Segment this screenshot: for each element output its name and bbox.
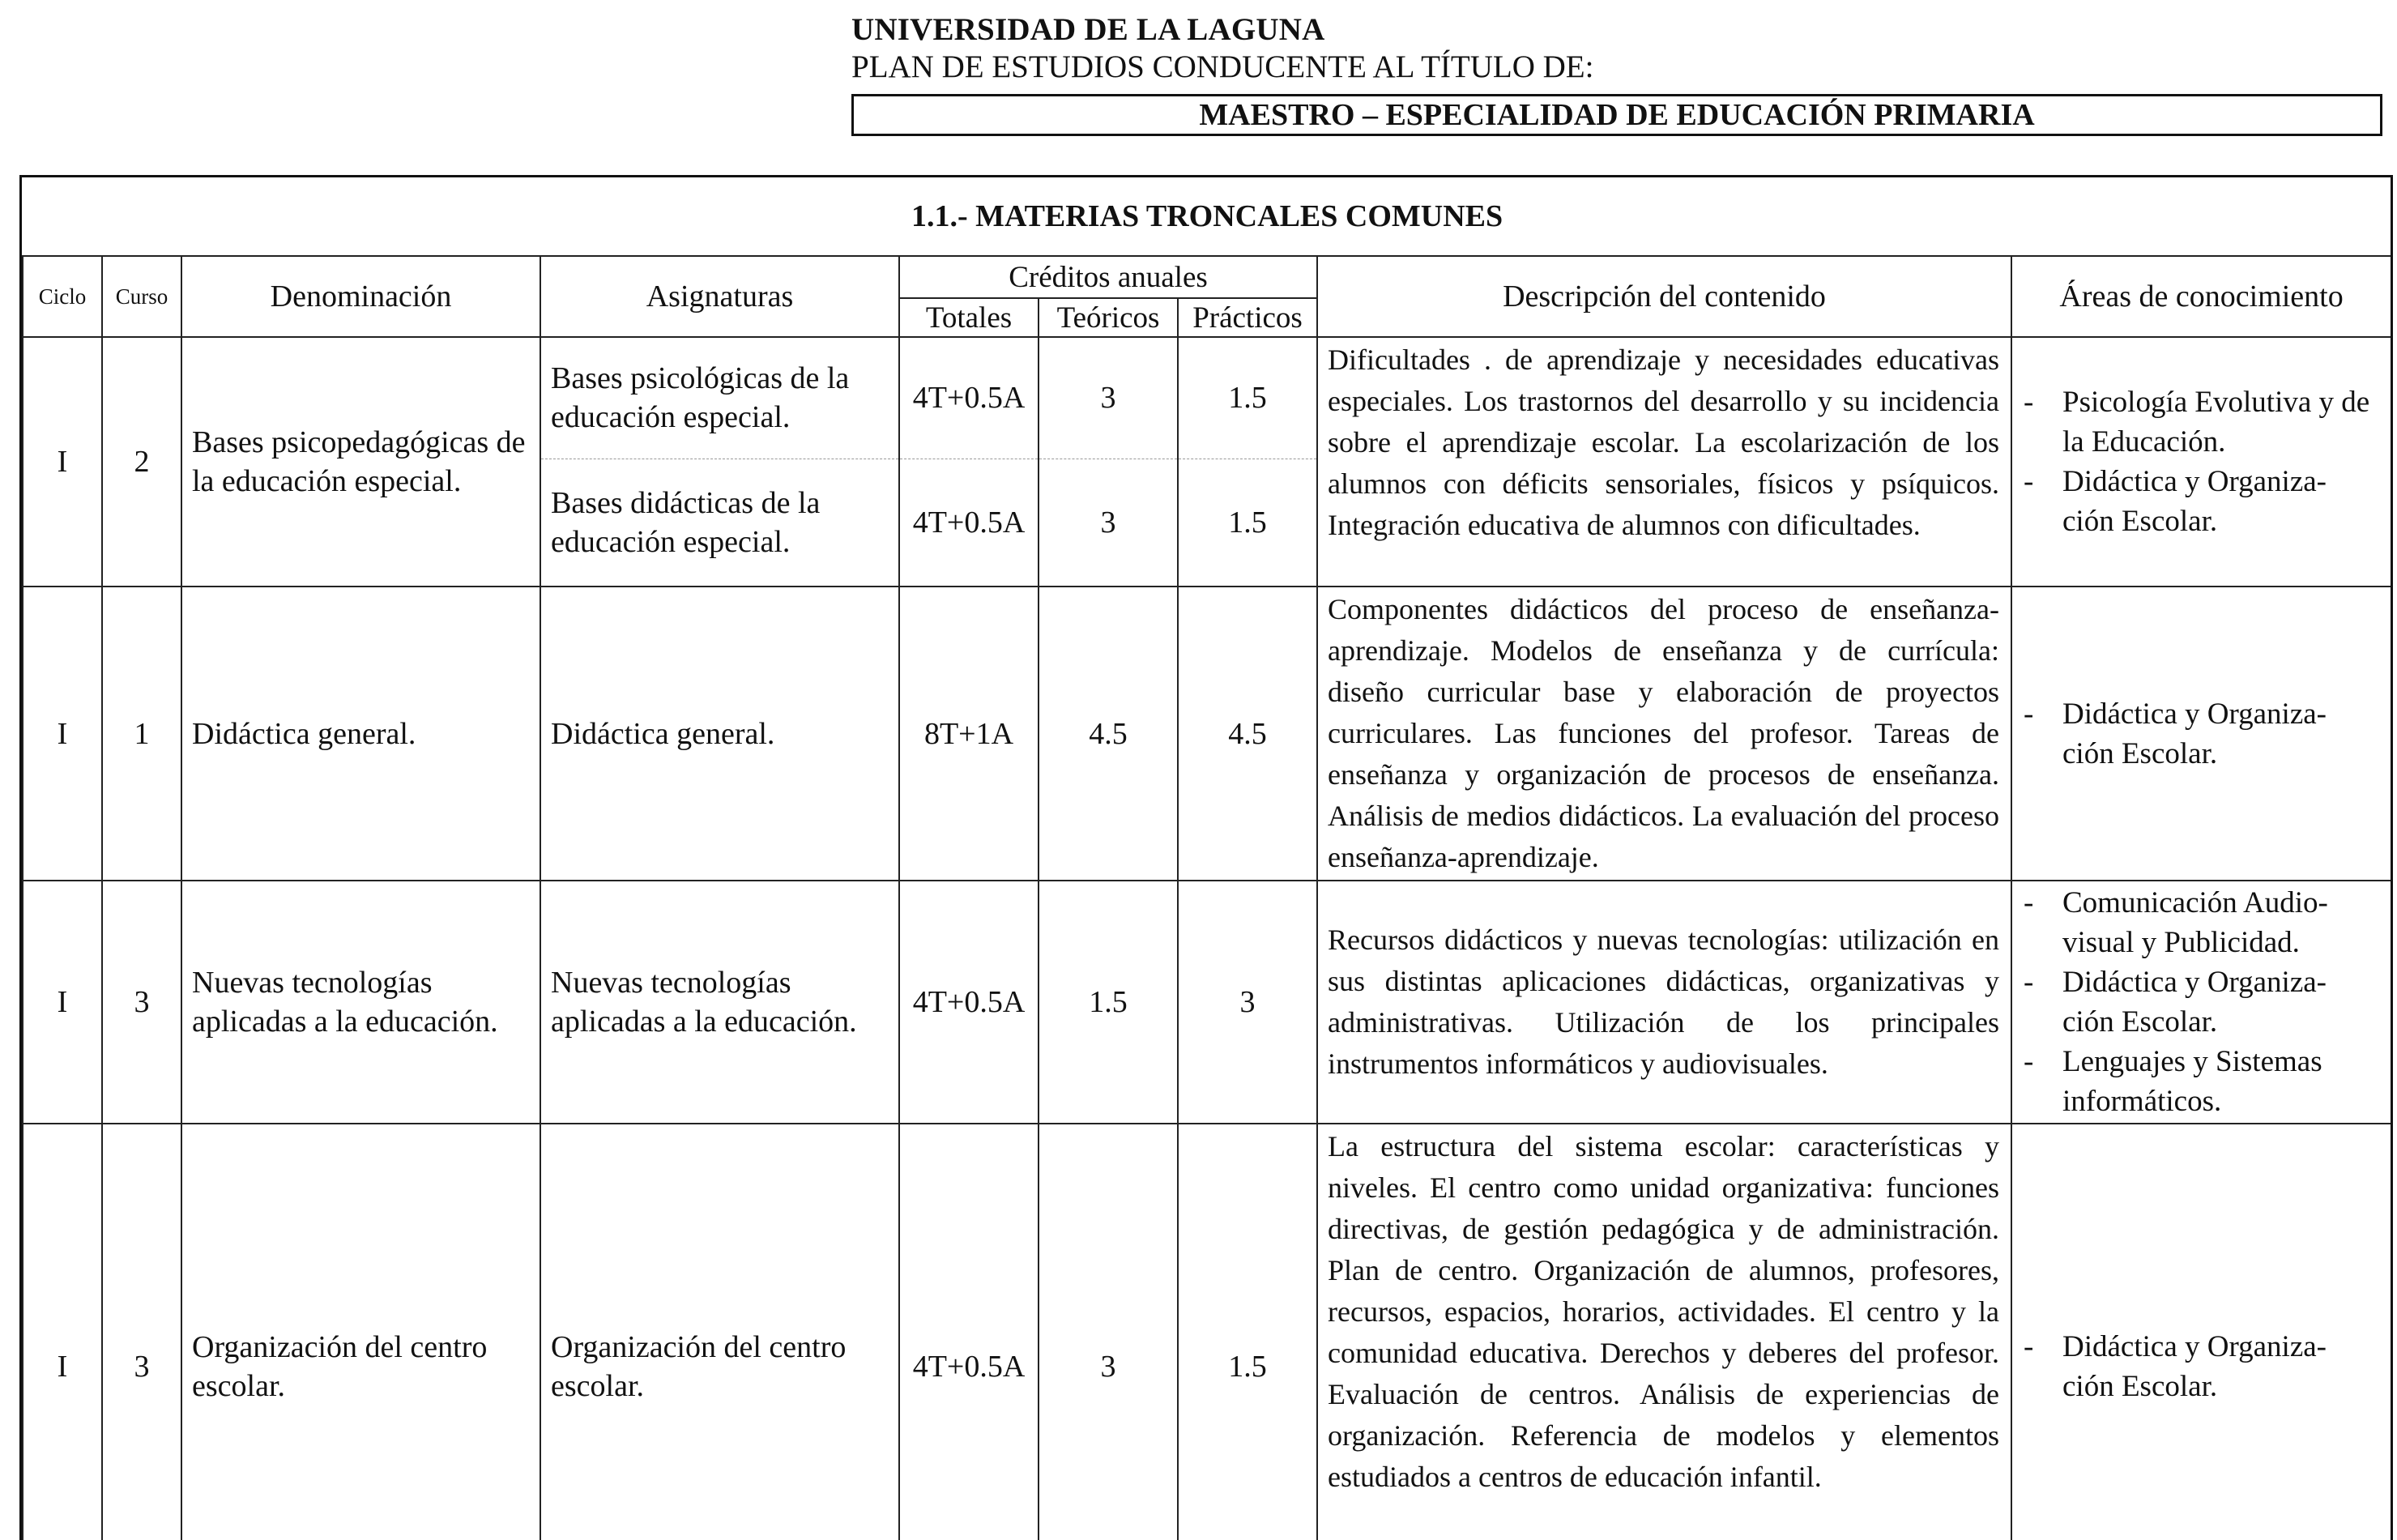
cell-curso: 2	[102, 337, 181, 587]
section-title: 1.1.- MATERIAS TRONCALES COMUNES	[23, 177, 2391, 256]
col-header-creditos: Créditos anuales	[899, 256, 1317, 298]
cell-teoricos: 1.5	[1039, 881, 1178, 1124]
subjects-table-frame	[19, 175, 2393, 1540]
area-item: - Didáctica y Organiza- ción Escolar.	[2022, 694, 2384, 774]
area-item: - Psicología Evolutiva y de la Educación.	[2022, 382, 2384, 462]
cell-areas	[2011, 337, 2391, 587]
cell-asignatura: Didáctica general.	[540, 587, 899, 881]
cell-denominacion: Didáctica general.	[181, 587, 540, 881]
col-header-denominacion: Denominación	[181, 256, 540, 337]
cell-descripcion: Dificultades . de aprendizaje y necesidades educativas especiales. Los trastornos del desarrollo y su incidencia sobre el aprendizaje escolar. La escolarización de los alumnos con déficits sensoriales, físicos y psíquicos. Integración educativa de alumnos con dificultades.	[1317, 337, 2011, 587]
degree-title: MAESTRO – ESPECIALIDAD DE EDUCACIÓN PRIMARIA	[851, 94, 2382, 136]
cell-totales: 8T+1A	[899, 587, 1039, 881]
col-header-teoricos: Teóricos	[1039, 298, 1178, 337]
cell-teoricos: 4.5	[1039, 587, 1178, 881]
cell-asignatura: Nuevas tecnologías aplicadas a la educación.	[540, 881, 899, 1124]
cell-practicos: 4.5	[1178, 587, 1317, 881]
cell-teoricos: 3	[1039, 337, 1178, 459]
cell-denominacion: Organización del centro escolar.	[181, 1124, 540, 1540]
cell-denominacion: Nuevas tecnologías aplicadas a la educación.	[181, 881, 540, 1124]
col-header-totales: Totales	[899, 298, 1039, 337]
col-header-practicos: Prácticos	[1178, 298, 1317, 337]
table-row	[23, 587, 2391, 881]
cell-asignatura: Bases psicológicas de la educación especial.	[540, 337, 899, 459]
area-item: - Comunicación Audio- visual y Publicidad.	[2022, 883, 2384, 962]
cell-curso: 3	[102, 1124, 181, 1540]
cell-totales: 4T+0.5A	[899, 881, 1039, 1124]
subjects-table	[22, 177, 2392, 1540]
cell-denominacion: Bases psicopedagógicas de la educación especial.	[181, 337, 540, 587]
area-item: - Didáctica y Organiza- ción Escolar.	[2022, 962, 2384, 1042]
col-header-asignaturas: Asignaturas	[540, 256, 899, 337]
cell-asignatura: Organización del centro escolar.	[540, 1124, 899, 1540]
cell-practicos: 3	[1178, 881, 1317, 1124]
table-row	[23, 881, 2391, 1124]
col-header-curso: Curso	[102, 256, 181, 337]
cell-teoricos: 3	[1039, 459, 1178, 587]
cell-practicos: 1.5	[1178, 1124, 1317, 1540]
table-row	[23, 1124, 2391, 1540]
cell-curso: 1	[102, 587, 181, 881]
cell-descripcion: Recursos didácticos y nuevas tecnologías: utilización en sus distintas aplicaciones didácticas, organizativas y administrativas. Utilización de los principales instrumentos informáticos y audiovisuales.	[1317, 881, 2011, 1124]
cell-totales: 4T+0.5A	[899, 1124, 1039, 1540]
cell-descripcion: La estructura del sistema escolar: características y niveles. El centro como unidad organizativa: funciones directivas, de gestión pedagógica y de administración. Plan de centro. Organización de alumnos, profesores, recursos, espacios, horarios, actividades. El centro y la comunidad educativa. Derechos y deberes del profesor. Evaluación de centros. Análisis de experiencias de organización. Referencia de modelos y elementos estudiados a centros de educación infantil.	[1317, 1124, 2011, 1540]
plan-line: PLAN DE ESTUDIOS CONDUCENTE AL TÍTULO DE:	[851, 49, 1594, 84]
university-name: UNIVERSIDAD DE LA LAGUNA	[851, 12, 1325, 47]
cell-ciclo: I	[23, 337, 102, 587]
cell-areas	[2011, 1124, 2391, 1540]
cell-practicos: 1.5	[1178, 337, 1317, 459]
document-header	[851, 11, 2382, 136]
cell-areas	[2011, 587, 2391, 881]
cell-curso: 3	[102, 881, 181, 1124]
col-header-descripcion: Descripción del contenido	[1317, 256, 2011, 337]
cell-totales: 4T+0.5A	[899, 337, 1039, 459]
cell-areas	[2011, 881, 2391, 1124]
col-header-areas: Áreas de conocimiento	[2011, 256, 2391, 337]
area-item: - Didáctica y Organiza- ción Escolar.	[2022, 462, 2384, 541]
area-item: - Lenguajes y Sistemas informáticos.	[2022, 1042, 2384, 1121]
table-row	[23, 337, 2391, 459]
area-item: - Didáctica y Organiza- ción Escolar.	[2022, 1327, 2384, 1406]
col-header-ciclo: Ciclo	[23, 256, 102, 337]
cell-descripcion: Componentes didácticos del proceso de enseñanza-aprendizaje. Modelos de enseñanza y de currícula: diseño curricular base y elaboración de proyectos curriculares. Las funciones del profesor. Tareas de enseñanza y organización de procesos de enseñanza. Análisis de medios didácticos. La evaluación del proceso enseñanza-aprendizaje.	[1317, 587, 2011, 881]
cell-ciclo: I	[23, 881, 102, 1124]
cell-asignatura: Bases didácticas de la educación especial.	[540, 459, 899, 587]
cell-teoricos: 3	[1039, 1124, 1178, 1540]
cell-ciclo: I	[23, 1124, 102, 1540]
cell-ciclo: I	[23, 587, 102, 881]
cell-totales: 4T+0.5A	[899, 459, 1039, 587]
cell-practicos: 1.5	[1178, 459, 1317, 587]
